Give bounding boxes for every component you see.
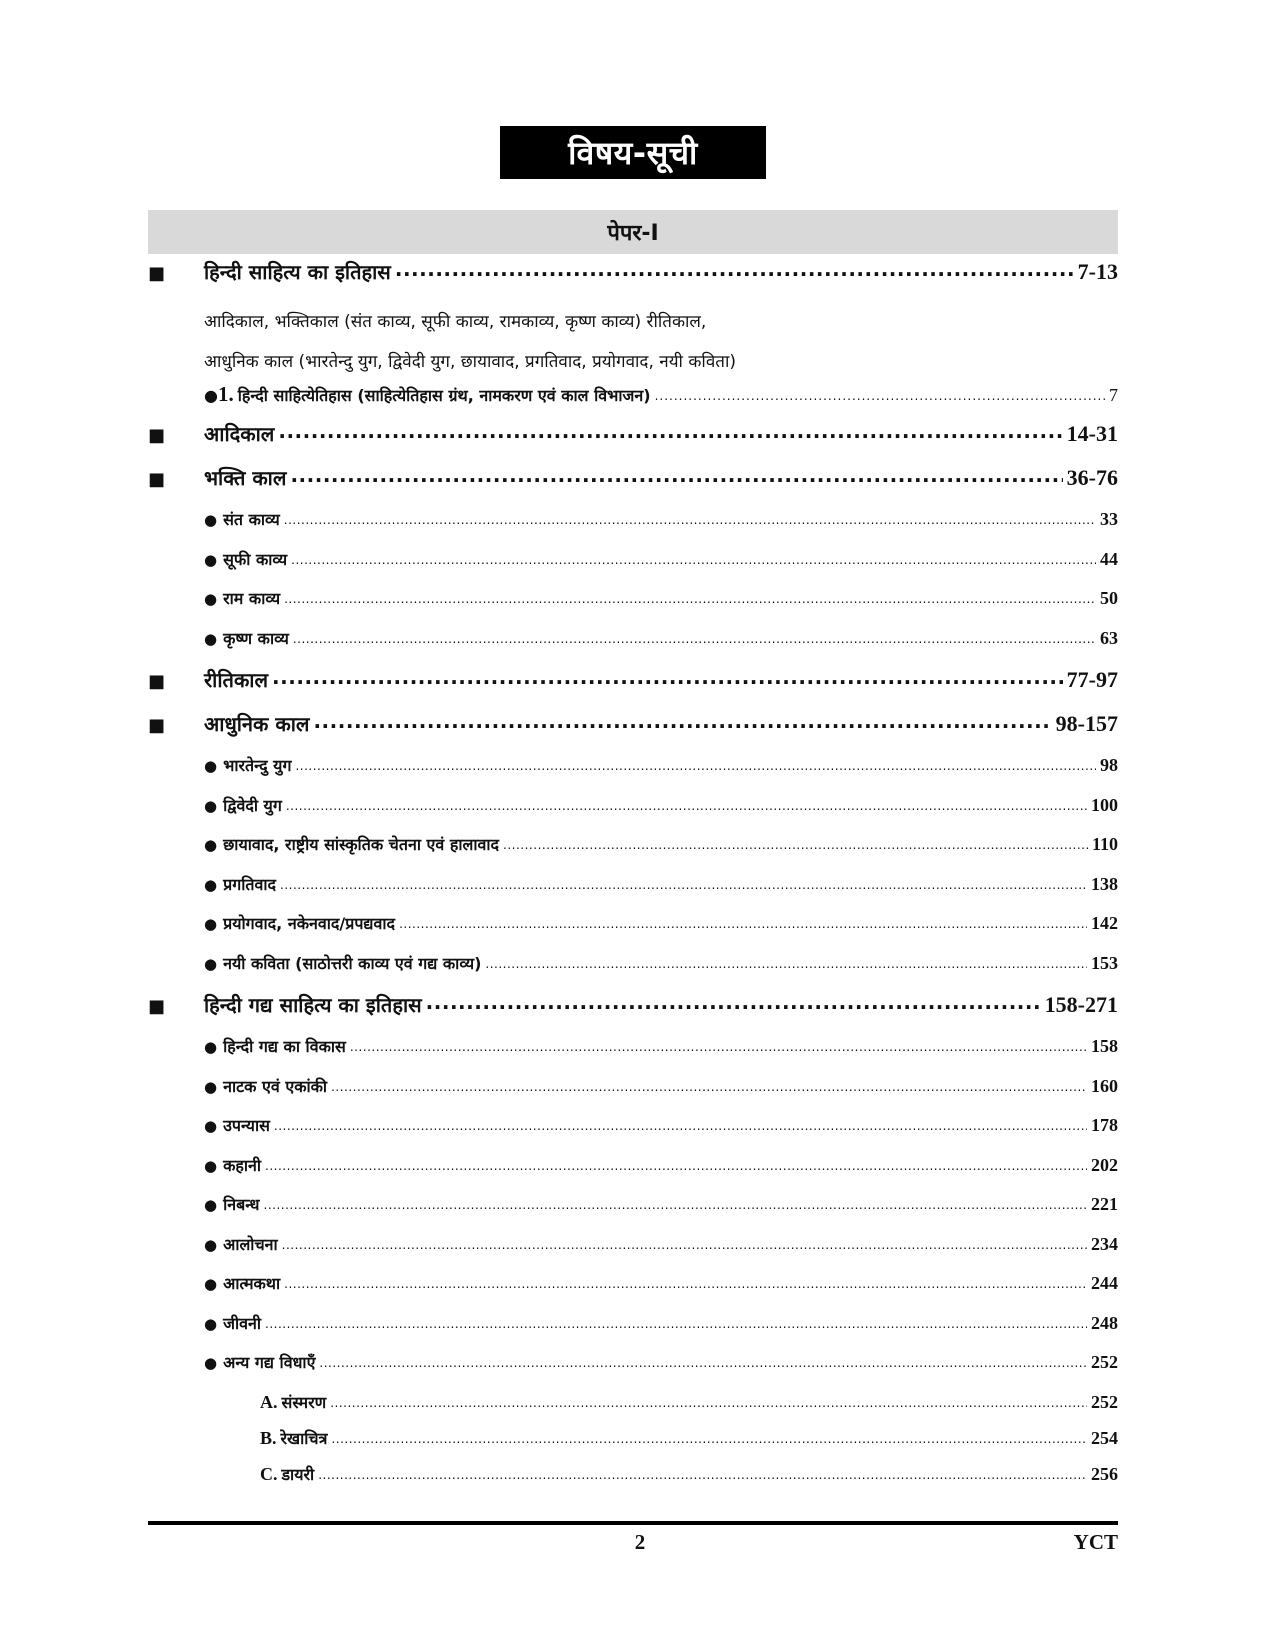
- item-page: 98: [1100, 755, 1118, 775]
- toc-item[interactable]: [148, 1312, 1118, 1352]
- table-of-contents: [148, 258, 1118, 1499]
- dot-leader: [265, 1313, 1087, 1329]
- item-title: सूफी काव्य: [223, 549, 288, 569]
- bullet-icon: ●: [204, 1354, 218, 1372]
- dot-leader: [293, 628, 1096, 644]
- item-title: कहानी: [223, 1155, 262, 1175]
- subitem-title: संस्मरण: [281, 1392, 327, 1412]
- bullet-icon: ●: [204, 1077, 218, 1096]
- item-title: भारतेन्दु युग: [223, 756, 292, 775]
- black-square-icon: ■: [148, 425, 166, 446]
- dot-leader: [282, 1234, 1087, 1250]
- toc-item[interactable]: [148, 1193, 1118, 1233]
- bullet-icon: ●: [204, 1117, 218, 1135]
- dot-leader: [284, 588, 1096, 604]
- item-page: 110: [1091, 834, 1118, 854]
- toc-item[interactable]: [148, 548, 1118, 588]
- item-page: 142: [1091, 913, 1118, 933]
- item-title: संत काव्य: [223, 510, 280, 529]
- bullet-icon: ●: [204, 1156, 218, 1175]
- dot-leader: [331, 1076, 1087, 1092]
- item-title: प्रगतिवाद: [223, 874, 277, 894]
- toc-item[interactable]: [148, 754, 1118, 794]
- item-page: 138: [1091, 873, 1118, 894]
- section-description: आधुनिक काल (भारतेन्दु युग, द्विवेदी युग, छायावाद, प्रगतिवाद, प्रयोगवाद, नयी कविता): [204, 352, 737, 372]
- toc-item[interactable]: [148, 1075, 1118, 1115]
- section-title: आदिकाल: [204, 422, 275, 446]
- item-title: जीवनी: [223, 1313, 262, 1333]
- black-square-icon: ■: [148, 996, 166, 1017]
- item-title: आलोचना: [223, 1234, 278, 1254]
- subitem-title: डायरी: [281, 1464, 315, 1484]
- dot-leader: [264, 1194, 1087, 1210]
- section-title: भक्ति काल: [204, 466, 287, 490]
- bullet-icon: ●: [204, 1275, 218, 1293]
- toc-section[interactable]: [148, 991, 1118, 1035]
- item-page: 178: [1091, 1115, 1118, 1135]
- bullet-icon: ●: [204, 1314, 218, 1333]
- toc-item[interactable]: [148, 1272, 1118, 1312]
- item-page: 248: [1091, 1312, 1118, 1333]
- dot-leader: [286, 795, 1087, 811]
- toc-section[interactable]: [148, 420, 1118, 464]
- dot-leader: [274, 1115, 1087, 1131]
- item-page: 252: [1091, 1352, 1118, 1372]
- item-page: 202: [1091, 1154, 1118, 1175]
- dot-leader: [284, 509, 1096, 525]
- toc-item[interactable]: [148, 382, 1118, 420]
- bullet-icon: ●: [204, 875, 218, 894]
- dot-leader: [426, 992, 1041, 1012]
- subitem-page: 254: [1091, 1427, 1118, 1448]
- item-page: 44: [1100, 548, 1118, 569]
- footer-divider: [148, 1521, 1118, 1525]
- item-title: निबन्ध: [223, 1195, 260, 1214]
- section-title: हिन्दी साहित्य का इतिहास: [204, 260, 391, 284]
- toc-section[interactable]: [148, 710, 1118, 754]
- dot-leader: [291, 549, 1096, 565]
- item-number: 1.: [217, 382, 234, 406]
- item-title: कृष्ण काव्य: [223, 628, 289, 648]
- item-title: राम काव्य: [223, 589, 281, 608]
- item-title: द्विवेदी युग: [223, 795, 282, 815]
- dot-leader: [331, 1428, 1087, 1444]
- dot-leader: [395, 259, 1074, 279]
- item-page: 50: [1100, 588, 1118, 608]
- section-description: आदिकाल, भक्तिकाल (संत काव्य, सूफी काव्य, रामकाव्य, कृष्ण काव्य) रीतिकाल,: [204, 312, 707, 332]
- bullet-icon: ●: [204, 915, 218, 933]
- section-pages: 158-271: [1044, 992, 1118, 1017]
- item-page: 153: [1091, 952, 1118, 973]
- item-page: 100: [1091, 794, 1118, 815]
- bullet-icon: ●: [204, 386, 218, 405]
- toc-section[interactable]: [148, 464, 1118, 508]
- section-title: रीतिकाल: [204, 668, 269, 692]
- toc-item[interactable]: [148, 873, 1118, 913]
- item-page: 244: [1091, 1273, 1118, 1293]
- dot-leader: [655, 385, 1105, 401]
- item-page: 160: [1091, 1075, 1118, 1096]
- subitem-letter: C.: [260, 1463, 278, 1484]
- bullet-icon: ●: [204, 550, 218, 569]
- section-pages: 7-13: [1077, 259, 1118, 284]
- toc-section[interactable]: [148, 666, 1118, 710]
- toc-subitem[interactable]: [148, 1427, 1118, 1463]
- item-page: 234: [1091, 1233, 1118, 1254]
- toc-item[interactable]: [148, 912, 1118, 952]
- section-title: आधुनिक काल: [204, 712, 310, 736]
- bullet-icon: ●: [204, 1038, 218, 1056]
- bullet-icon: ●: [204, 1196, 218, 1214]
- toc-item[interactable]: [148, 1233, 1118, 1273]
- toc-subitem[interactable]: [148, 1463, 1118, 1499]
- section-pages: 98-157: [1055, 711, 1118, 736]
- toc-item[interactable]: [148, 1114, 1118, 1154]
- dot-leader: [350, 1036, 1087, 1052]
- bullet-icon: ●: [204, 1235, 218, 1254]
- bullet-icon: ●: [204, 757, 218, 775]
- bullet-icon: ●: [204, 511, 218, 529]
- item-title: नयी कविता (साठोत्तरी काव्य एवं गद्य काव्य): [223, 953, 482, 973]
- black-square-icon: ■: [148, 715, 166, 736]
- toc-item[interactable]: [148, 1035, 1118, 1075]
- dot-leader: [272, 667, 1063, 687]
- page-number: 2: [634, 1530, 646, 1554]
- item-title: प्रयोगवाद, नकेनवाद/प्रपद्यवाद: [223, 914, 396, 933]
- toc-item[interactable]: [148, 1351, 1118, 1391]
- page-title: विषय-सूची: [500, 126, 766, 179]
- section-pages: 14-31: [1066, 421, 1118, 446]
- dot-leader: [280, 874, 1087, 890]
- section-pages: 77-97: [1066, 667, 1118, 692]
- subitem-page: 256: [1091, 1463, 1118, 1484]
- toc-item[interactable]: [148, 794, 1118, 834]
- section-pages: 36-76: [1066, 465, 1118, 490]
- dot-leader: [318, 1464, 1087, 1480]
- subitem-page: 252: [1091, 1391, 1118, 1412]
- toc-item[interactable]: [148, 627, 1118, 667]
- toc-item[interactable]: [148, 952, 1118, 992]
- bullet-icon: ●: [204, 954, 218, 973]
- toc-item[interactable]: [148, 833, 1118, 873]
- dot-leader: [265, 1155, 1087, 1171]
- black-square-icon: ■: [148, 671, 166, 692]
- dot-leader: [503, 834, 1088, 850]
- bullet-icon: ●: [204, 796, 218, 815]
- toc-subitem[interactable]: [148, 1391, 1118, 1427]
- bullet-icon: ●: [204, 590, 218, 608]
- dot-leader: [485, 953, 1087, 969]
- dot-leader: [319, 1352, 1087, 1368]
- dot-leader: [290, 465, 1062, 485]
- item-page: 158: [1091, 1036, 1118, 1056]
- subitem-letter: A.: [260, 1391, 278, 1412]
- dot-leader: [399, 913, 1087, 929]
- item-title: उपन्यास: [223, 1116, 270, 1135]
- bullet-icon: ●: [204, 836, 218, 854]
- item-title: हिन्दी गद्य का विकास: [223, 1037, 346, 1056]
- item-title: अन्य गद्य विधाएँ: [223, 1353, 316, 1372]
- item-page: 63: [1100, 627, 1118, 648]
- subitem-title: रेखाचित्र: [280, 1428, 328, 1448]
- item-title: हिन्दी साहित्येतिहास (साहित्येतिहास ग्रंथ, नामकरण एवं काल विभाजन): [237, 386, 651, 405]
- toc-item[interactable]: [148, 508, 1118, 548]
- section-title: हिन्दी गद्य साहित्य का इतिहास: [204, 993, 422, 1017]
- dot-leader: [313, 711, 1051, 731]
- item-page: 33: [1100, 509, 1118, 529]
- dot-leader: [295, 755, 1096, 771]
- item-page: 7: [1109, 385, 1118, 405]
- publisher-brand: YCT: [1073, 1530, 1118, 1554]
- item-title: छायावाद, राष्ट्रीय सांस्कृतिक चेतना एवं हालावाद: [223, 835, 500, 854]
- item-title: आत्मकथा: [223, 1274, 281, 1293]
- toc-item[interactable]: [148, 587, 1118, 627]
- dot-leader: [278, 421, 1062, 441]
- black-square-icon: ■: [148, 469, 166, 490]
- bullet-icon: ●: [204, 629, 218, 648]
- toc-item[interactable]: [148, 1154, 1118, 1194]
- item-page: 221: [1091, 1194, 1118, 1214]
- subitem-letter: B.: [260, 1427, 277, 1448]
- paper-heading: पेपर-I: [148, 210, 1118, 254]
- dot-leader: [284, 1273, 1087, 1289]
- dot-leader: [330, 1392, 1087, 1408]
- black-square-icon: ■: [148, 263, 166, 284]
- item-title: नाटक एवं एकांकी: [223, 1076, 328, 1096]
- toc-section[interactable]: [148, 258, 1118, 302]
